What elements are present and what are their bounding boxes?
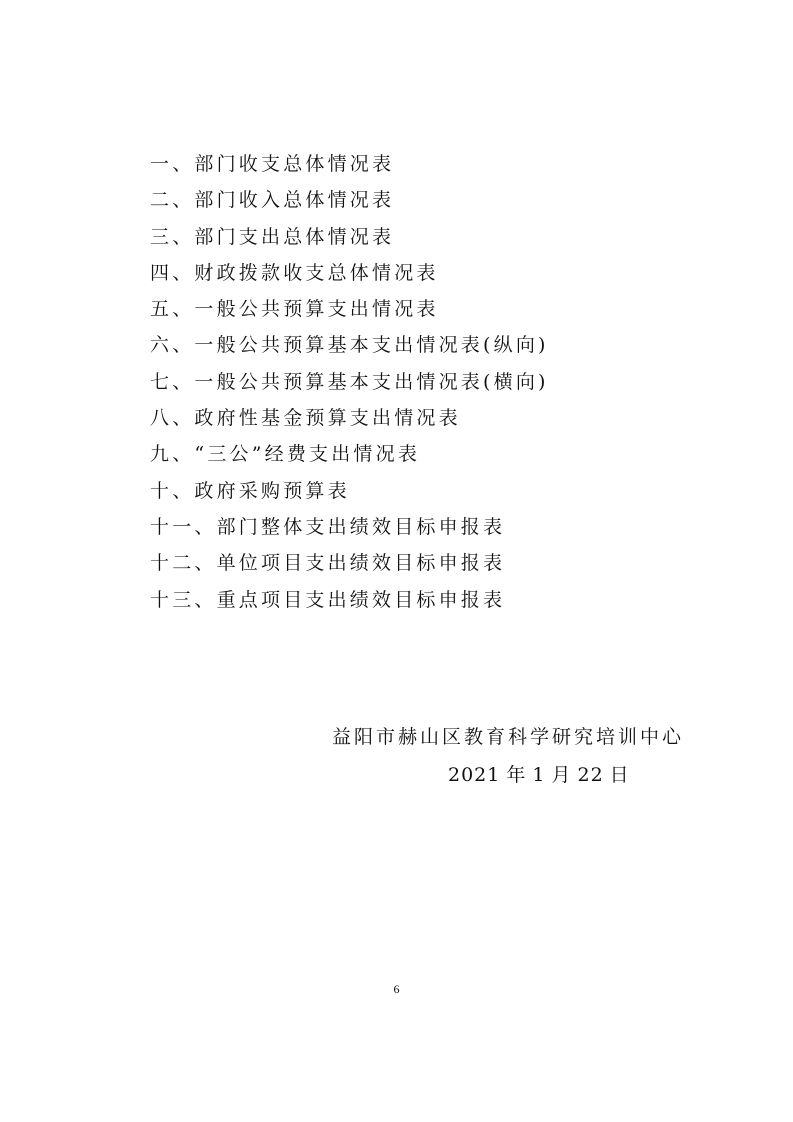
organization-name: 益阳市赫山区教育科学研究培训中心 xyxy=(332,726,685,748)
signature-date xyxy=(448,760,636,790)
toc-item: 八、政府性基金预算支出情况表 xyxy=(150,407,461,430)
date-year-unit: 年 xyxy=(506,764,527,786)
toc-item: 五、一般公共预算支出情况表 xyxy=(150,298,439,321)
table-of-contents xyxy=(150,146,549,618)
toc-item: 十二、单位项目支出绩效目标申报表 xyxy=(150,552,506,575)
toc-item: 七、一般公共预算基本支出情况表(横向) xyxy=(150,370,549,393)
toc-item: 十、政府采购预算表 xyxy=(150,479,350,502)
date-month: 1 xyxy=(532,764,546,786)
toc-item: 一、部门收支总体情况表 xyxy=(150,153,395,175)
toc-item: 十一、部门整体支出绩效目标申报表 xyxy=(150,515,506,538)
toc-item: 十三、重点项目支出绩效目标申报表 xyxy=(150,588,506,611)
date-year: 2021 xyxy=(448,764,501,786)
toc-item: 三、部门支出总体情况表 xyxy=(150,225,395,248)
date-day-unit: 日 xyxy=(609,764,630,786)
toc-item: 六、一般公共预算基本支出情况表(纵向) xyxy=(150,334,549,357)
toc-item: 二、部门收入总体情况表 xyxy=(150,189,395,212)
date-month-unit: 月 xyxy=(551,764,572,786)
toc-item: 四、财政拨款收支总体情况表 xyxy=(150,261,439,284)
toc-item: 九、“三公”经费支出情况表 xyxy=(150,443,421,466)
date-day: 22 xyxy=(577,764,604,786)
page-number: 6 xyxy=(393,982,400,996)
